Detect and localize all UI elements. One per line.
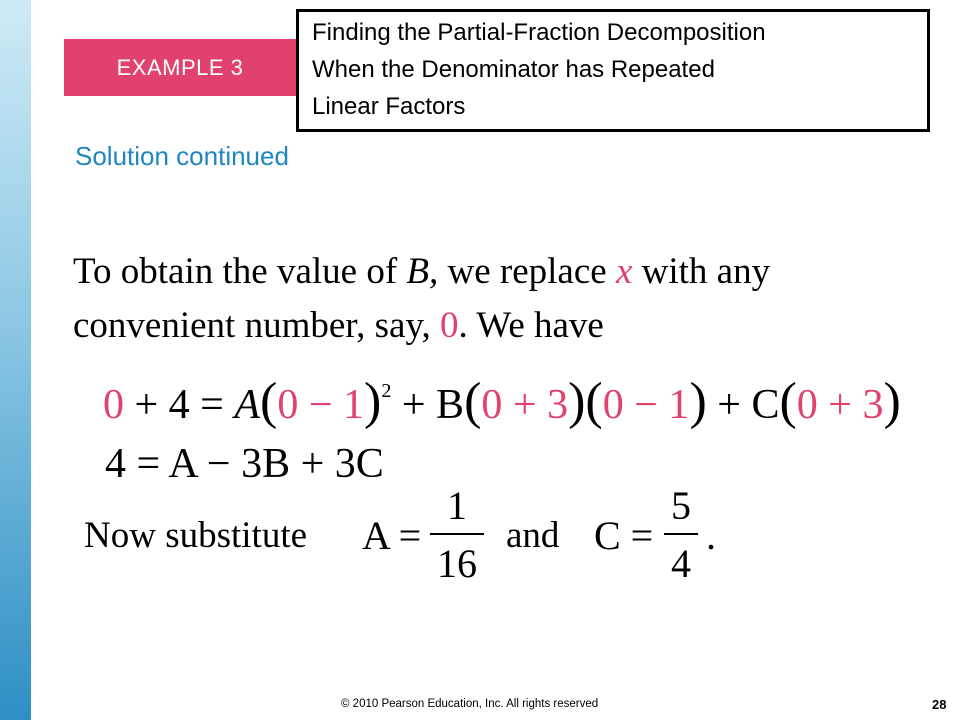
substitute-lead: Now substitute: [84, 515, 308, 556]
c-equals: C =: [594, 513, 654, 558]
example-tab: [64, 39, 296, 96]
paragraph-line-2: [73, 304, 604, 347]
c-denominator: 4: [671, 541, 691, 586]
c-numerator: 5: [671, 483, 691, 528]
paren-open: (: [260, 373, 278, 430]
paren-close: ): [364, 373, 382, 430]
eq1-group3: 0 − 1: [602, 382, 690, 428]
eq1-plus4: + 4 =: [134, 382, 224, 428]
title-line-2: When the Denominator has Repeated: [312, 56, 715, 83]
eq1-group2: 0 + 3: [481, 382, 569, 428]
paragraph-text: with any: [632, 251, 771, 292]
example-title-box: [296, 9, 930, 132]
equation-2: 4 = A − 3B + 3C: [105, 441, 384, 487]
paren-close: ): [568, 373, 586, 430]
paragraph-text: we replace: [438, 251, 616, 292]
equation-1: [103, 372, 901, 431]
paren-close: ): [689, 373, 707, 430]
eq1-group4: 0 + 3: [796, 382, 884, 428]
a-equals: A =: [362, 513, 422, 558]
paragraph-text: To obtain the value of: [73, 251, 407, 292]
eq1-plus-c: + C: [717, 382, 780, 428]
variable-x: x: [615, 251, 633, 292]
paragraph-text: convenient number, say,: [73, 305, 441, 346]
a-numerator: 1: [447, 483, 467, 528]
example-tab-label: EXAMPLE 3: [116, 55, 244, 80]
paren-open: (: [779, 373, 797, 430]
value-zero: 0: [440, 305, 459, 346]
eq1-zero: 0: [103, 382, 124, 428]
paragraph-text: . We have: [458, 305, 604, 346]
a-fraction-bar: [430, 533, 484, 535]
variable-b: B,: [406, 251, 439, 292]
paren-close: ): [883, 373, 901, 430]
paragraph-line-1: [73, 250, 770, 293]
eq1-exponent: 2: [381, 380, 392, 402]
title-line-3: Linear Factors: [312, 93, 466, 120]
eq1-plus-b: + B: [401, 382, 465, 428]
title-line-1: Finding the Partial-Fraction Decomposition: [312, 19, 766, 46]
eq1-group1: 0 − 1: [277, 382, 365, 428]
solution-label: Solution continued: [75, 141, 289, 171]
side-accent-bar: [0, 0, 31, 720]
a-denominator: 16: [437, 541, 477, 586]
paren-open: (: [585, 373, 603, 430]
paren-open: (: [464, 373, 482, 430]
c-fraction-bar: [664, 533, 698, 535]
page-number: 28: [932, 697, 947, 712]
period: .: [706, 513, 716, 558]
and-word: and: [506, 515, 560, 556]
eq1-a: A: [234, 382, 261, 428]
copyright-notice: © 2010 Pearson Education, Inc. All rights reserved: [341, 698, 599, 710]
